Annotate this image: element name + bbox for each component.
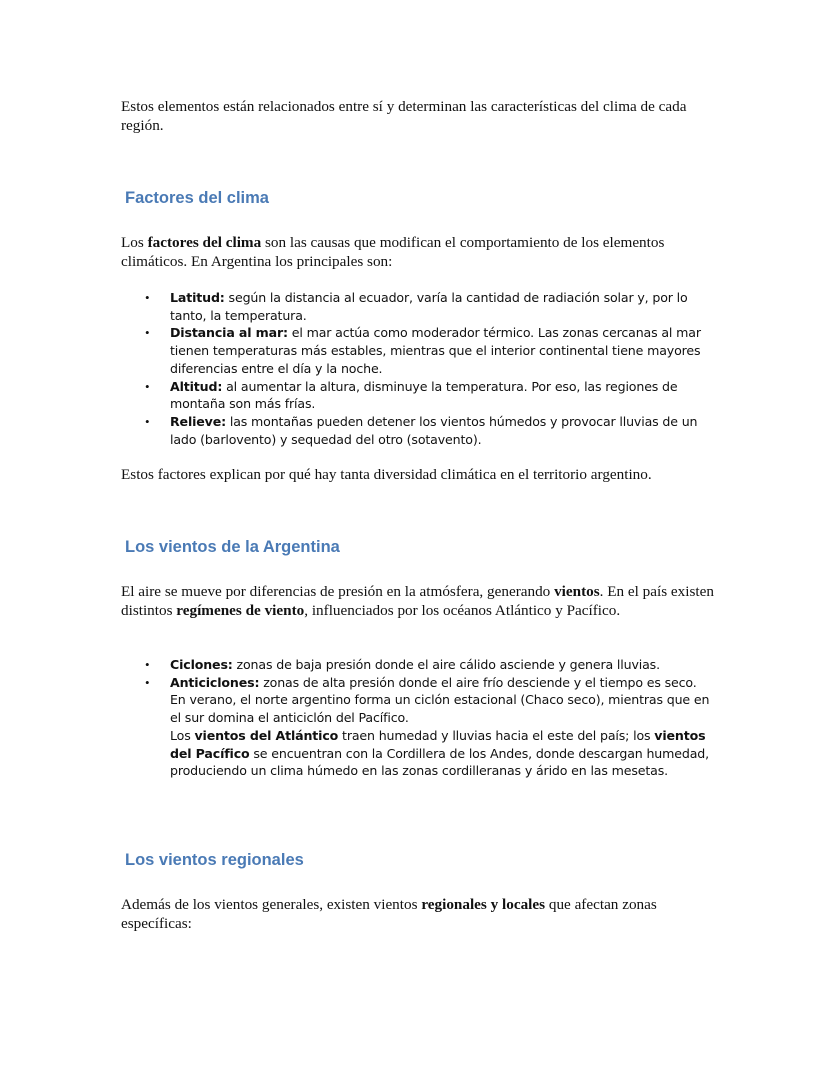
bullet-icon: • <box>145 325 150 341</box>
factores-paragraph <box>121 233 721 271</box>
text-run: son las causas que modifican el comportamiento de los elementos climáticos. En Argentina los principales son: <box>121 234 665 270</box>
list-item <box>141 413 711 448</box>
bullet-icon: • <box>145 674 150 690</box>
intro-paragraph <box>121 97 721 135</box>
list-item <box>141 378 711 413</box>
list-item <box>141 324 711 377</box>
item-text: zonas de alta presión donde el aire frío desciende y el tiempo es seco. <box>259 674 697 690</box>
text-run: que afectan zonas específicas: <box>121 896 657 932</box>
heading-factores-del-clima: Factores del clima <box>125 189 269 207</box>
item-term: Relieve: <box>170 413 227 429</box>
text-run: Los <box>121 234 148 251</box>
bold-term: vientos <box>554 583 600 600</box>
text-run: El aire se mueve por diferencias de presión en la atmósfera, generando <box>121 583 555 600</box>
vientos-paragraph <box>121 582 721 620</box>
text-run: Además de los vientos generales, existen vientos <box>121 896 422 913</box>
vientos-oceanicos-detail <box>170 727 711 780</box>
bullet-icon: • <box>145 290 150 305</box>
bold-term: vientos del Pacífico <box>170 727 706 761</box>
item-text: zonas de baja presión donde el aire cálido asciende y genera lluvias. <box>232 657 660 672</box>
bullet-icon: • <box>145 378 150 394</box>
item-text: las montañas pueden detener los vientos húmedos y provocar lluvias de un lado (barlovento) y sequedad del otro (sotavento). <box>170 413 698 447</box>
text-run: Los <box>170 727 195 743</box>
bold-term: regímenes de viento <box>176 602 305 619</box>
item-text: según la distancia al ecuador, varía la cantidad de radiación solar y, por lo tanto, la temperatura. <box>170 290 688 323</box>
bold-term: factores del clima <box>147 234 262 251</box>
item-term: Anticiclones: <box>170 674 260 690</box>
list-item <box>141 289 711 324</box>
text-run: . En el país existen distintos <box>121 583 714 619</box>
text-run: , influenciados por los océanos Atlántico y Pacífico. <box>304 602 621 619</box>
list-item <box>141 656 711 674</box>
vientos-list <box>141 656 711 780</box>
heading-vientos-argentina: Los vientos de la Argentina <box>125 538 340 556</box>
item-term: Ciclones: <box>170 657 233 672</box>
item-term: Altitud: <box>170 378 223 394</box>
bold-term: regionales y locales <box>421 896 546 913</box>
bold-term: vientos del Atlántico <box>194 727 339 743</box>
item-term: Distancia al mar: <box>170 325 288 341</box>
text-run: traen humedad y lluvias hacia el este del país; los <box>338 727 655 743</box>
regionales-paragraph <box>121 895 721 933</box>
anticiclones-detail: En verano, el norte argentino forma un ciclón estacional (Chaco seco), mientras que en el sur domina el anticiclón del Pacífico. <box>170 692 710 726</box>
bullet-icon: • <box>145 657 150 672</box>
factores-closing <box>121 465 721 484</box>
factores-list <box>141 289 711 448</box>
heading-vientos-regionales: Los vientos regionales <box>125 851 304 869</box>
list-item <box>141 674 711 780</box>
item-text: al aumentar la altura, disminuye la temperatura. Por eso, las regiones de montaña son más frías. <box>170 378 678 412</box>
text-run: se encuentran con la Cordillera de los Andes, donde descargan humedad, produciendo un clima húmedo en las zonas cordilleranas y árido en las mesetas. <box>170 745 709 779</box>
closing-text: Estos factores explican por qué hay tanta diversidad climática en el territorio argentino. <box>121 466 652 483</box>
item-term: Latitud: <box>170 290 225 305</box>
bullet-icon: • <box>145 413 150 429</box>
item-text: el mar actúa como moderador térmico. Las zonas cercanas al mar tienen temperaturas más estables, mientras que el interior continental tiene mayores diferencias entre el día y la noche. <box>170 325 701 376</box>
intro-text: Estos elementos están relacionados entre sí y determinan las características del clima de cada región. <box>121 98 687 134</box>
